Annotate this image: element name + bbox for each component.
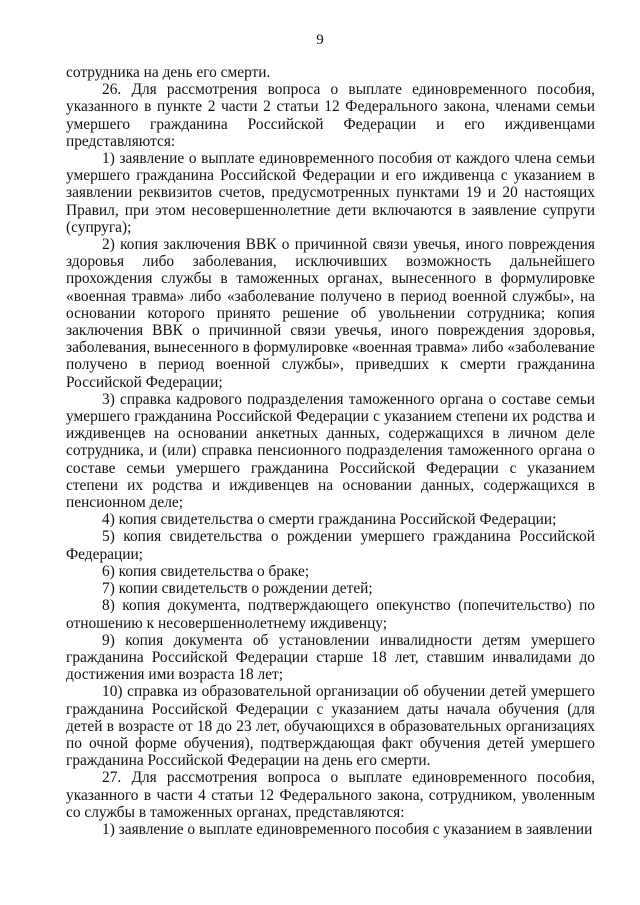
paragraph-26-subitem-6: 6) копия свидетельства о браке; bbox=[102, 562, 310, 580]
paragraph-26-subitem-1: 1) заявление о выплате единовременного пособия от каждого члена семьи умершего гражданина Российской Федерации и его иждивенца с указанием в заявлении реквизитов счетов, предусмотренных пунктами 19 и 20 настоящих Правил, при этом несовершеннолетние дети включаются в заявление супруги (супруга); bbox=[66, 150, 595, 236]
paragraph-27-subitem-1: 1) заявление о выплате единовременного пособия с указанием в заявлении bbox=[102, 820, 593, 838]
paragraph-26-subitem-10: 10) справка из образовательной организации об обучении детей умершего гражданина Российской Федерации с указанием даты начала обучения (для детей в возрасте от 18 до 23 лет, обучающихся в образовательных организациях по очной форме обучения), подтверждающая факт обучения детей умершего гражданина Российской Федерации на день его смерти. bbox=[66, 683, 595, 770]
paragraph-item-26: 26. Для рассмотрения вопроса о выплате единовременного пособия, указанного в пункте 2 части 2 статьи 12 Федерального закона, членами семьи умершего гражданина Российской Федерации и его иждивенцами представляются: bbox=[66, 81, 595, 150]
paragraph-26-subitem-2: 2) копия заключения ВВК о причинной связи увечья, иного повреждения здоровья либо заболевания, исключивших возможность дальнейшего прохождения службы в таможенных органах, вынесенного в формулировке «военная травма» либо «заболевание получено в период военной службы», на основании которого принято решение об увольнении сотрудника; копия заключения ВВК о причинной связи увечья, иного повреждения здоровья, заболевания, вынесенного в формулировке «военная травма» либо «заболевание получено в период военной службы», приведших к смерти гражданина Российской Федерации; bbox=[66, 236, 595, 391]
paragraph-26-subitem-8: 8) копия документа, подтверждающего опекунство (попечительство) по отношению к несовершеннолетнему иждивенцу; bbox=[66, 597, 595, 632]
paragraph-item-27: 27. Для рассмотрения вопроса о выплате единовременного пособия, указанного в части 4 статьи 12 Федерального закона, сотрудником, уволенным со службы в таможенных органах, представляются: bbox=[66, 769, 595, 821]
paragraph-26-subitem-3: 3) справка кадрового подразделения таможенного органа о составе семьи умершего гражданина Российской Федерации с указанием степени их родства и иждивенцев на основании анкетных данных, содержащихся в личном деле сотрудника, и (или) справка пенсионного подразделения таможенного органа о составе семьи умершего гражданина Российской Федерации с указанием степени их родства и иждивенцев на основании данных, содержащихся в пенсионном деле; bbox=[66, 390, 595, 512]
paragraph-26-subitem-4: 4) копия свидетельства о смерти гражданина Российской Федерации; bbox=[102, 511, 557, 529]
paragraph-26-subitem-5: 5) копия свидетельства о рождении умершего гражданина Российской Федерации; bbox=[66, 528, 595, 563]
paragraph-continuation: сотрудника на день его смерти. bbox=[66, 64, 271, 81]
page-number: 9 bbox=[316, 32, 324, 48]
paragraph-26-subitem-7: 7) копии свидетельств о рождении детей; bbox=[102, 580, 373, 598]
document-body bbox=[66, 64, 595, 838]
paragraph-26-subitem-9: 9) копия документа об установлении инвалидности детям умершего гражданина Российской Федерации старше 18 лет, ставшим инвалидами до достижения ими возраста 18 лет; bbox=[66, 631, 595, 684]
